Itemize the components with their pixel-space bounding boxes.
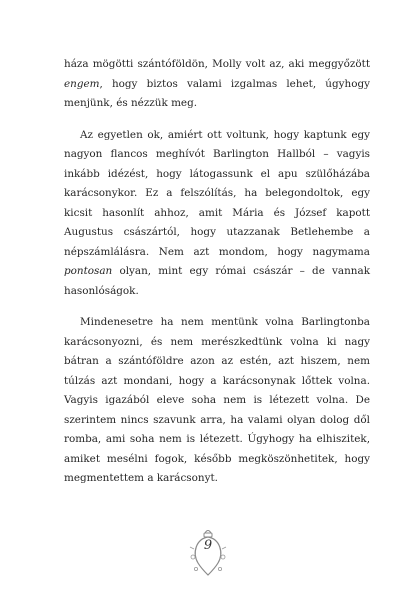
paragraph-2-emphasis: pontosan xyxy=(64,265,113,277)
paragraph-1 xyxy=(64,55,370,114)
paragraph-1-part-3: , hogy biztos valami izgalmas lehet, úgyhogy menjünk, és nézzük meg. xyxy=(64,77,370,109)
paragraph-2-part-3: olyan, mint egy római császár – de vannak hasonlóságok. xyxy=(64,265,370,297)
page-number: 9 xyxy=(203,538,213,553)
paragraph-2-part-1: Az egyetlen ok, amiért ott voltunk, hogy kaptunk egy nagyon flancos meghívót Barlington Hallból – vagyis inkább idézést, hogy látogassunk el apu szülőházába karácsonykor. Ez a felszólítás, ha belegondoltok, egy kicsit hasonlít ahhoz, amit Mária és József kapott Augustus császártól, hogy utazzanak Betlehembe a népszámlálásra. Nem azt mondom, hogy nagymama xyxy=(64,128,370,258)
paragraph-1-part-1: háza mögötti szántóföldön, Molly volt az, aki meggyőzött xyxy=(64,58,370,70)
page-body xyxy=(64,55,370,501)
paragraph-3-part-1: Mindenesetre ha nem mentünk volna Barlingtonba karácsonyozni, és nem merészkedtünk volna ki nagy bátran a szántóföldre azon az estén, azt hiszem, nem túlzás azt mondani, hogy a karácsonynak lőttek volna. Vagyis igazából eleve soha nem is létezett volna. De szerintem nincs szavunk arra, ha valami olyan dolog dől romba, ami soha nem is létezett. Úgyhogy ha elhiszitek, amiket mesélni fogok, később megköszönhetitek, hogy megmentettem a karácsonyt. xyxy=(64,316,370,484)
paragraph-1-emphasis: engem xyxy=(64,77,100,90)
paragraph-2 xyxy=(64,126,370,302)
paragraph-3 xyxy=(64,313,370,489)
